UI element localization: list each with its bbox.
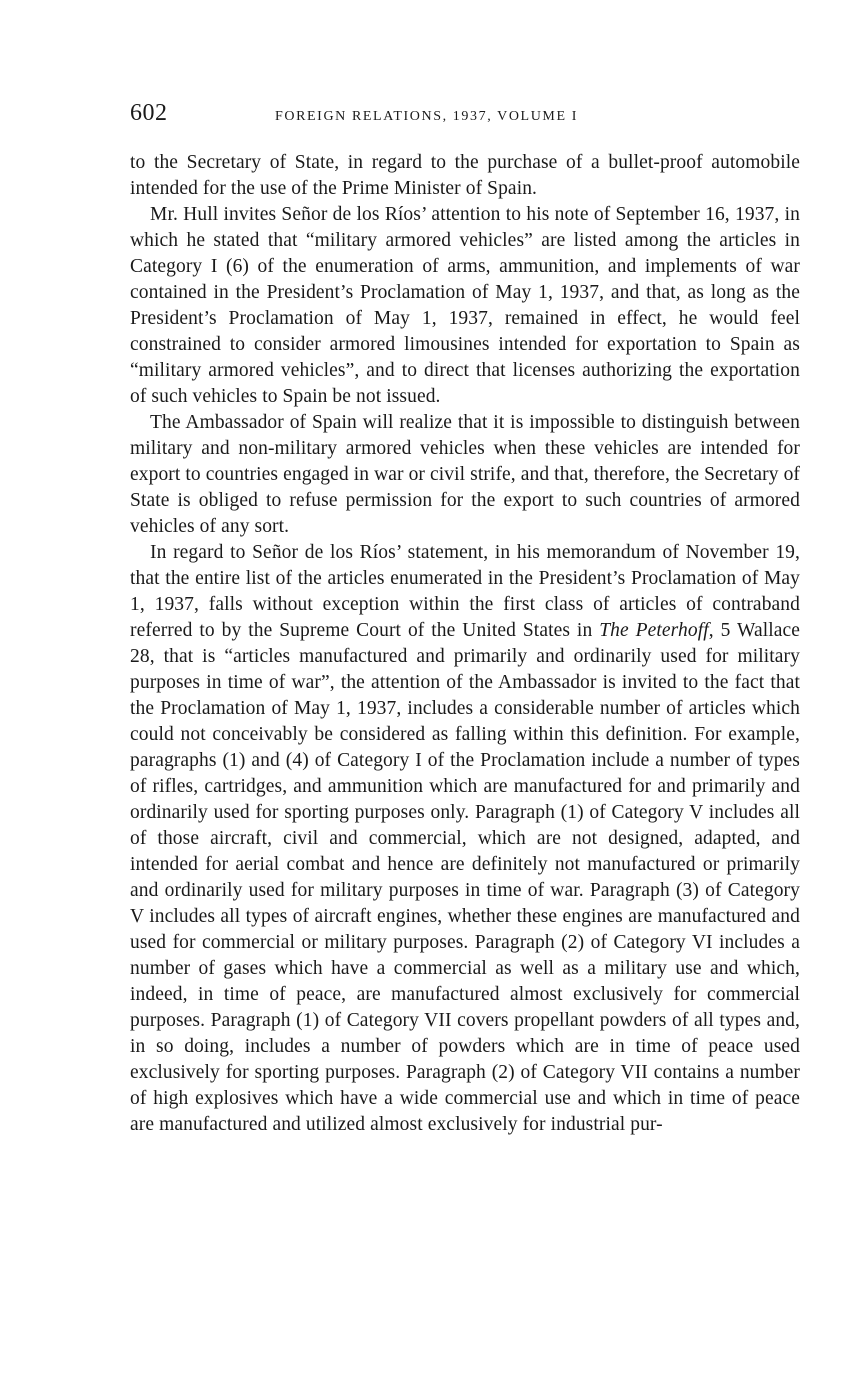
running-title: FOREIGN RELATIONS, 1937, VOLUME I	[275, 109, 578, 124]
page-number: 602	[130, 100, 168, 126]
case-name-italic: The Peterhoff	[599, 620, 709, 641]
paragraph-2: Mr. Hull invites Señor de los Ríos’ attention to his note of September 16, 1937, in which he stated that “military armored vehicles” are listed among the articles in Category I (6) of the enumeration of arms, ammunition, and implements of war contained in the President’s Proclamation of May 1, 1937, and that, as long as the President’s Proclamation of May 1, 1937, remained in effect, he would feel constrained to consider armored limousines intended for exportation to Spain as “military armored vehicles”, and to direct that licenses authorizing the exportation of such vehicles to Spain be not issued.	[130, 204, 800, 407]
document-page	[130, 100, 800, 1138]
paragraph-4	[130, 540, 800, 1138]
running-head	[130, 100, 800, 140]
paragraph-4-text-end: , 5 Wallace 28, that is “articles manufactured and primarily and ordinarily used for military purposes in time of war”, the attention of the Ambassador is invited to the fact that the Proclamation of May 1, 1937, includes a considerable number of articles which could not conceivably be considered as falling within this definition. For example, paragraphs (1) and (4) of Category I of the Proclamation include a number of types of rifles, cartridges, and ammunition which are manufactured for and primarily and ordinarily used for sporting purposes only. Paragraph (1) of Category V includes all of those aircraft, civil and commercial, which are not designed, adapted, and intended for aerial combat and hence are definitely not manufactured or primarily and ordinarily used for military purposes in time of war. Paragraph (3) of Category V includes all types of aircraft engines, whether these engines are manufactured and used for commercial or military purposes. Paragraph (2) of Category VI includes a number of gases which have a commercial as well as a military use and which, indeed, in time of peace, are manufactured almost exclusively for commercial purposes. Paragraph (1) of Category VII covers propellant powders of all types and, in so doing, includes a number of powders which are in time of peace used exclusively for sporting purposes. Paragraph (2) of Category VII contains a number of high explosives which have a wide commercial use and which in time of peace are manufactured and utilized almost exclusively for industrial pur-	[130, 620, 801, 1135]
body-text	[130, 150, 800, 1138]
paragraph-3: The Ambassador of Spain will realize that it is impossible to distinguish between military and non-military armored vehicles when these vehicles are intended for export to countries engaged in war or civil strife, and that, therefore, the Secretary of State is obliged to refuse permission for the export to such countries of armored vehicles of any sort.	[130, 412, 801, 537]
paragraph-1: to the Secretary of State, in regard to the purchase of a bullet-proof automobile intended for the use of the Prime Minister of Spain.	[130, 152, 800, 199]
paragraph-4-text-start: In regard to Señor de los Ríos’ statement, in his memorandum of November 19, that the entire list of the articles enumerated in the President’s Proclamation of May 1, 1937, falls without exception within the first class of articles of contraband referred to by the Supreme Court of the United States in	[130, 542, 800, 641]
